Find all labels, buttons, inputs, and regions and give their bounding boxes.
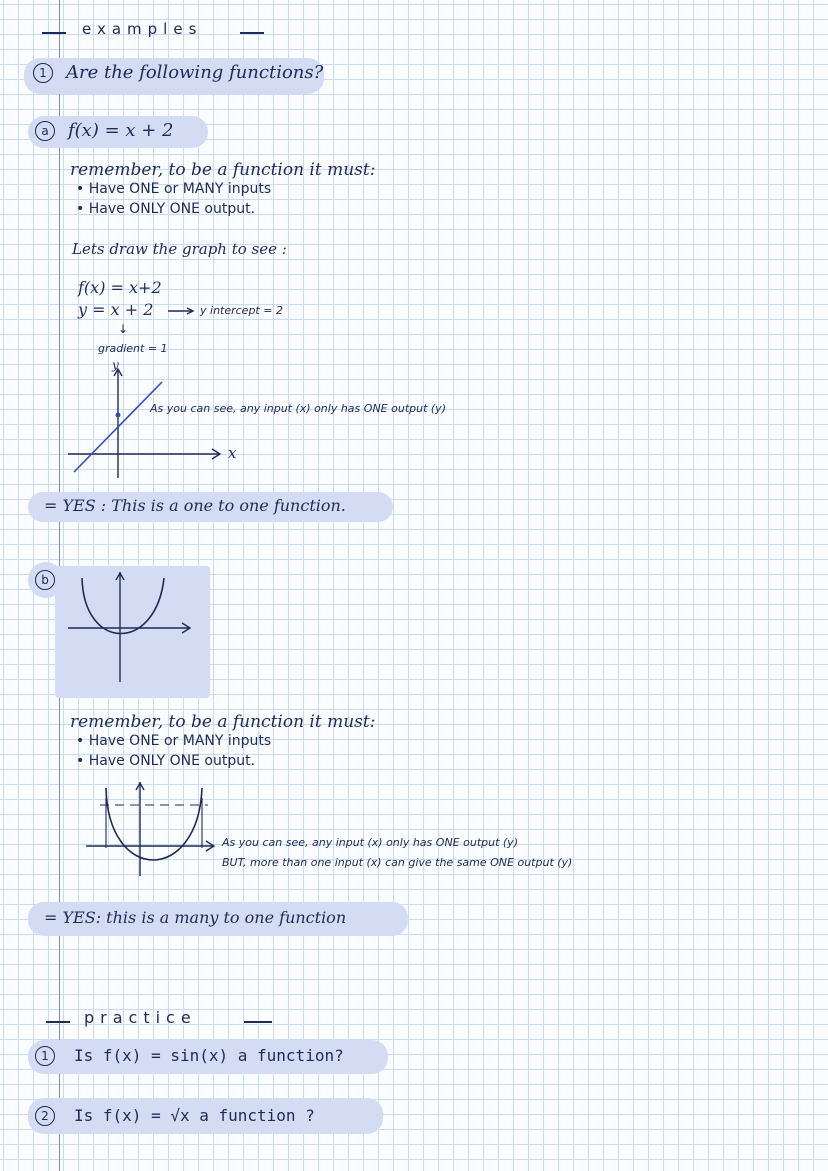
q1-text: Are the following functions? — [66, 62, 324, 83]
graph-a-note: As you can see, any input (x) only has ONE output (y) — [150, 402, 446, 415]
part-a-marker: a — [35, 121, 55, 141]
conclusion-b: = YES: this is a many to one function — [44, 908, 347, 927]
practice-1-number: 1 — [35, 1046, 55, 1066]
practice-rule-right — [244, 1021, 272, 1023]
graph-b-small — [64, 572, 204, 692]
graph-a-x-label: x — [228, 444, 237, 462]
draw-prompt: Lets draw the graph to see : — [72, 240, 287, 258]
graph-b-large-curve — [106, 788, 202, 860]
graph-b-note-1: As you can see, any input (x) only has ONE output (y) — [222, 836, 518, 849]
intercept-arrow — [168, 308, 198, 318]
remember-point-a-2: • Have ONLY ONE output. — [76, 201, 256, 217]
remember-point-b-1: • Have ONE or MANY inputs — [76, 733, 272, 749]
remember-title-a: remember, to be a function it must: — [70, 160, 376, 180]
conclusion-a: = YES : This is a one to one function. — [44, 496, 346, 515]
graph-a — [60, 360, 260, 480]
examples-rule-right — [240, 32, 264, 34]
part-a-function: f(x) = x + 2 — [68, 120, 174, 141]
graph-b-large — [84, 780, 224, 880]
gradient-note: gradient = 1 — [98, 342, 168, 355]
equation-line-2: y = x + 2 — [78, 300, 154, 319]
part-b-marker: b — [35, 570, 55, 590]
practice-rule-left — [46, 1021, 70, 1023]
graph-a-y-label: y — [112, 358, 119, 372]
practice-2-number: 2 — [35, 1106, 55, 1126]
examples-rule-left — [42, 32, 66, 34]
practice-1-text: Is f(x) = sin(x) a function? — [74, 1046, 344, 1065]
graph-b-small-curve — [82, 578, 164, 634]
graph-a-intercept-point — [116, 413, 121, 418]
practice-2-text: Is f(x) = √x a function ? — [74, 1106, 315, 1125]
equation-line-1: f(x) = x+2 — [78, 278, 162, 297]
practice-heading: practice — [84, 1008, 197, 1027]
remember-title-b: remember, to be a function it must: — [70, 712, 376, 732]
examples-heading: examples — [82, 20, 203, 38]
gradient-arrow: ↓ — [118, 322, 129, 336]
remember-point-a-1: • Have ONE or MANY inputs — [76, 181, 272, 197]
remember-point-b-2: • Have ONLY ONE output. — [76, 753, 256, 769]
q1-number: 1 — [33, 63, 53, 83]
y-intercept-note: y intercept = 2 — [200, 304, 283, 317]
graph-b-note-2: BUT, more than one input (x) can give the same ONE output (y) — [222, 856, 573, 869]
